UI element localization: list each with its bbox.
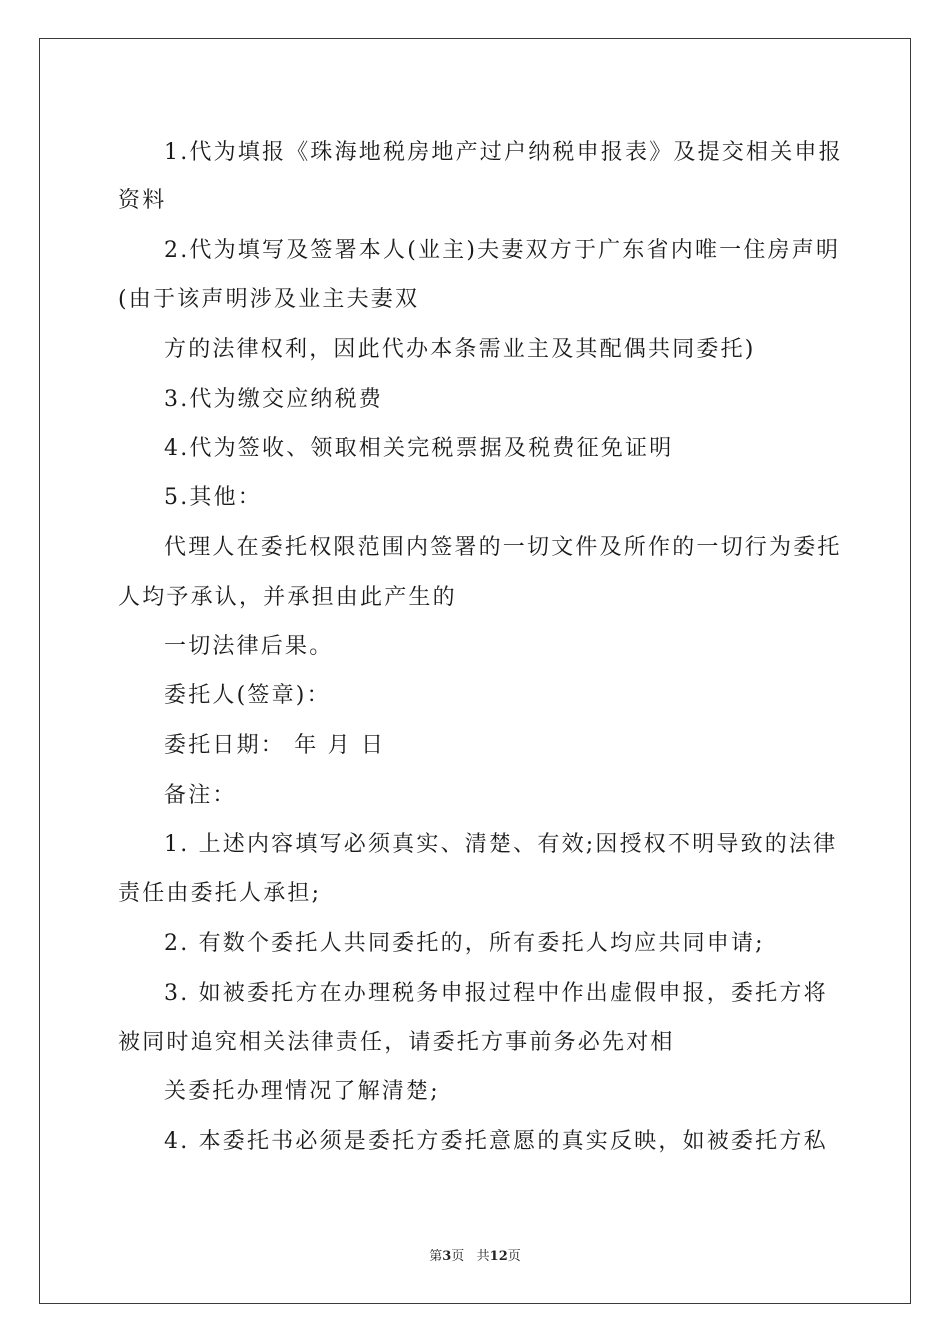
- text-line: 人均予承认，并承担由此产生的: [118, 585, 457, 610]
- text-line: 方的法律权利，因此代办本条需业主及其配偶共同委托): [164, 337, 756, 362]
- text-line: 委托日期： 年 月 日: [164, 733, 386, 758]
- text-line: 3.代为缴交应纳税费: [164, 387, 383, 412]
- footer-prefix: 第: [429, 1249, 443, 1264]
- text-line: 5.其他：: [164, 485, 262, 510]
- page-footer: [0, 1248, 950, 1266]
- text-line: 1.代为填报《珠海地税房地产过户纳税申报表》及提交相关申报: [164, 140, 843, 165]
- text-line: 资料: [118, 188, 167, 213]
- text-line: 一切法律后果。: [164, 634, 334, 659]
- text-line: 委托人(签章)：: [164, 683, 331, 708]
- text-line: 4.代为签收、领取相关完税票据及税费征免证明: [164, 436, 674, 461]
- footer-page-number: 3: [442, 1249, 452, 1264]
- footer-suffix: 页: [507, 1249, 521, 1264]
- text-line: 3. 如被委托方在办理税务申报过程中作出虚假申报，委托方将: [164, 981, 828, 1006]
- text-line: 被同时追究相关法律责任，请委托方事前务必先对相: [118, 1030, 675, 1055]
- text-line: 关委托办理情况了解清楚;: [164, 1079, 440, 1104]
- footer-total-pages: 12: [489, 1249, 508, 1264]
- footer-mid: 页 共: [451, 1249, 490, 1264]
- text-line: 4. 本委托书必须是委托方委托意愿的真实反映，如被委托方私: [164, 1129, 828, 1154]
- text-line: 1. 上述内容填写必须真实、清楚、有效;因授权不明导致的法律: [164, 832, 838, 857]
- text-line: 备注：: [164, 783, 237, 808]
- text-line: 2.代为填写及签署本人(业主)夫妻双方于广东省内唯一住房声明: [164, 238, 841, 263]
- text-line: (由于该声明涉及业主夫妻双: [118, 287, 420, 312]
- text-line: 责任由委托人承担;: [118, 881, 322, 906]
- page-border: [39, 38, 911, 1304]
- text-line: 代理人在委托权限范围内签署的一切文件及所作的一切行为委托: [164, 535, 842, 560]
- text-line: 2. 有数个委托人共同委托的，所有委托人均应共同申请;: [164, 931, 765, 956]
